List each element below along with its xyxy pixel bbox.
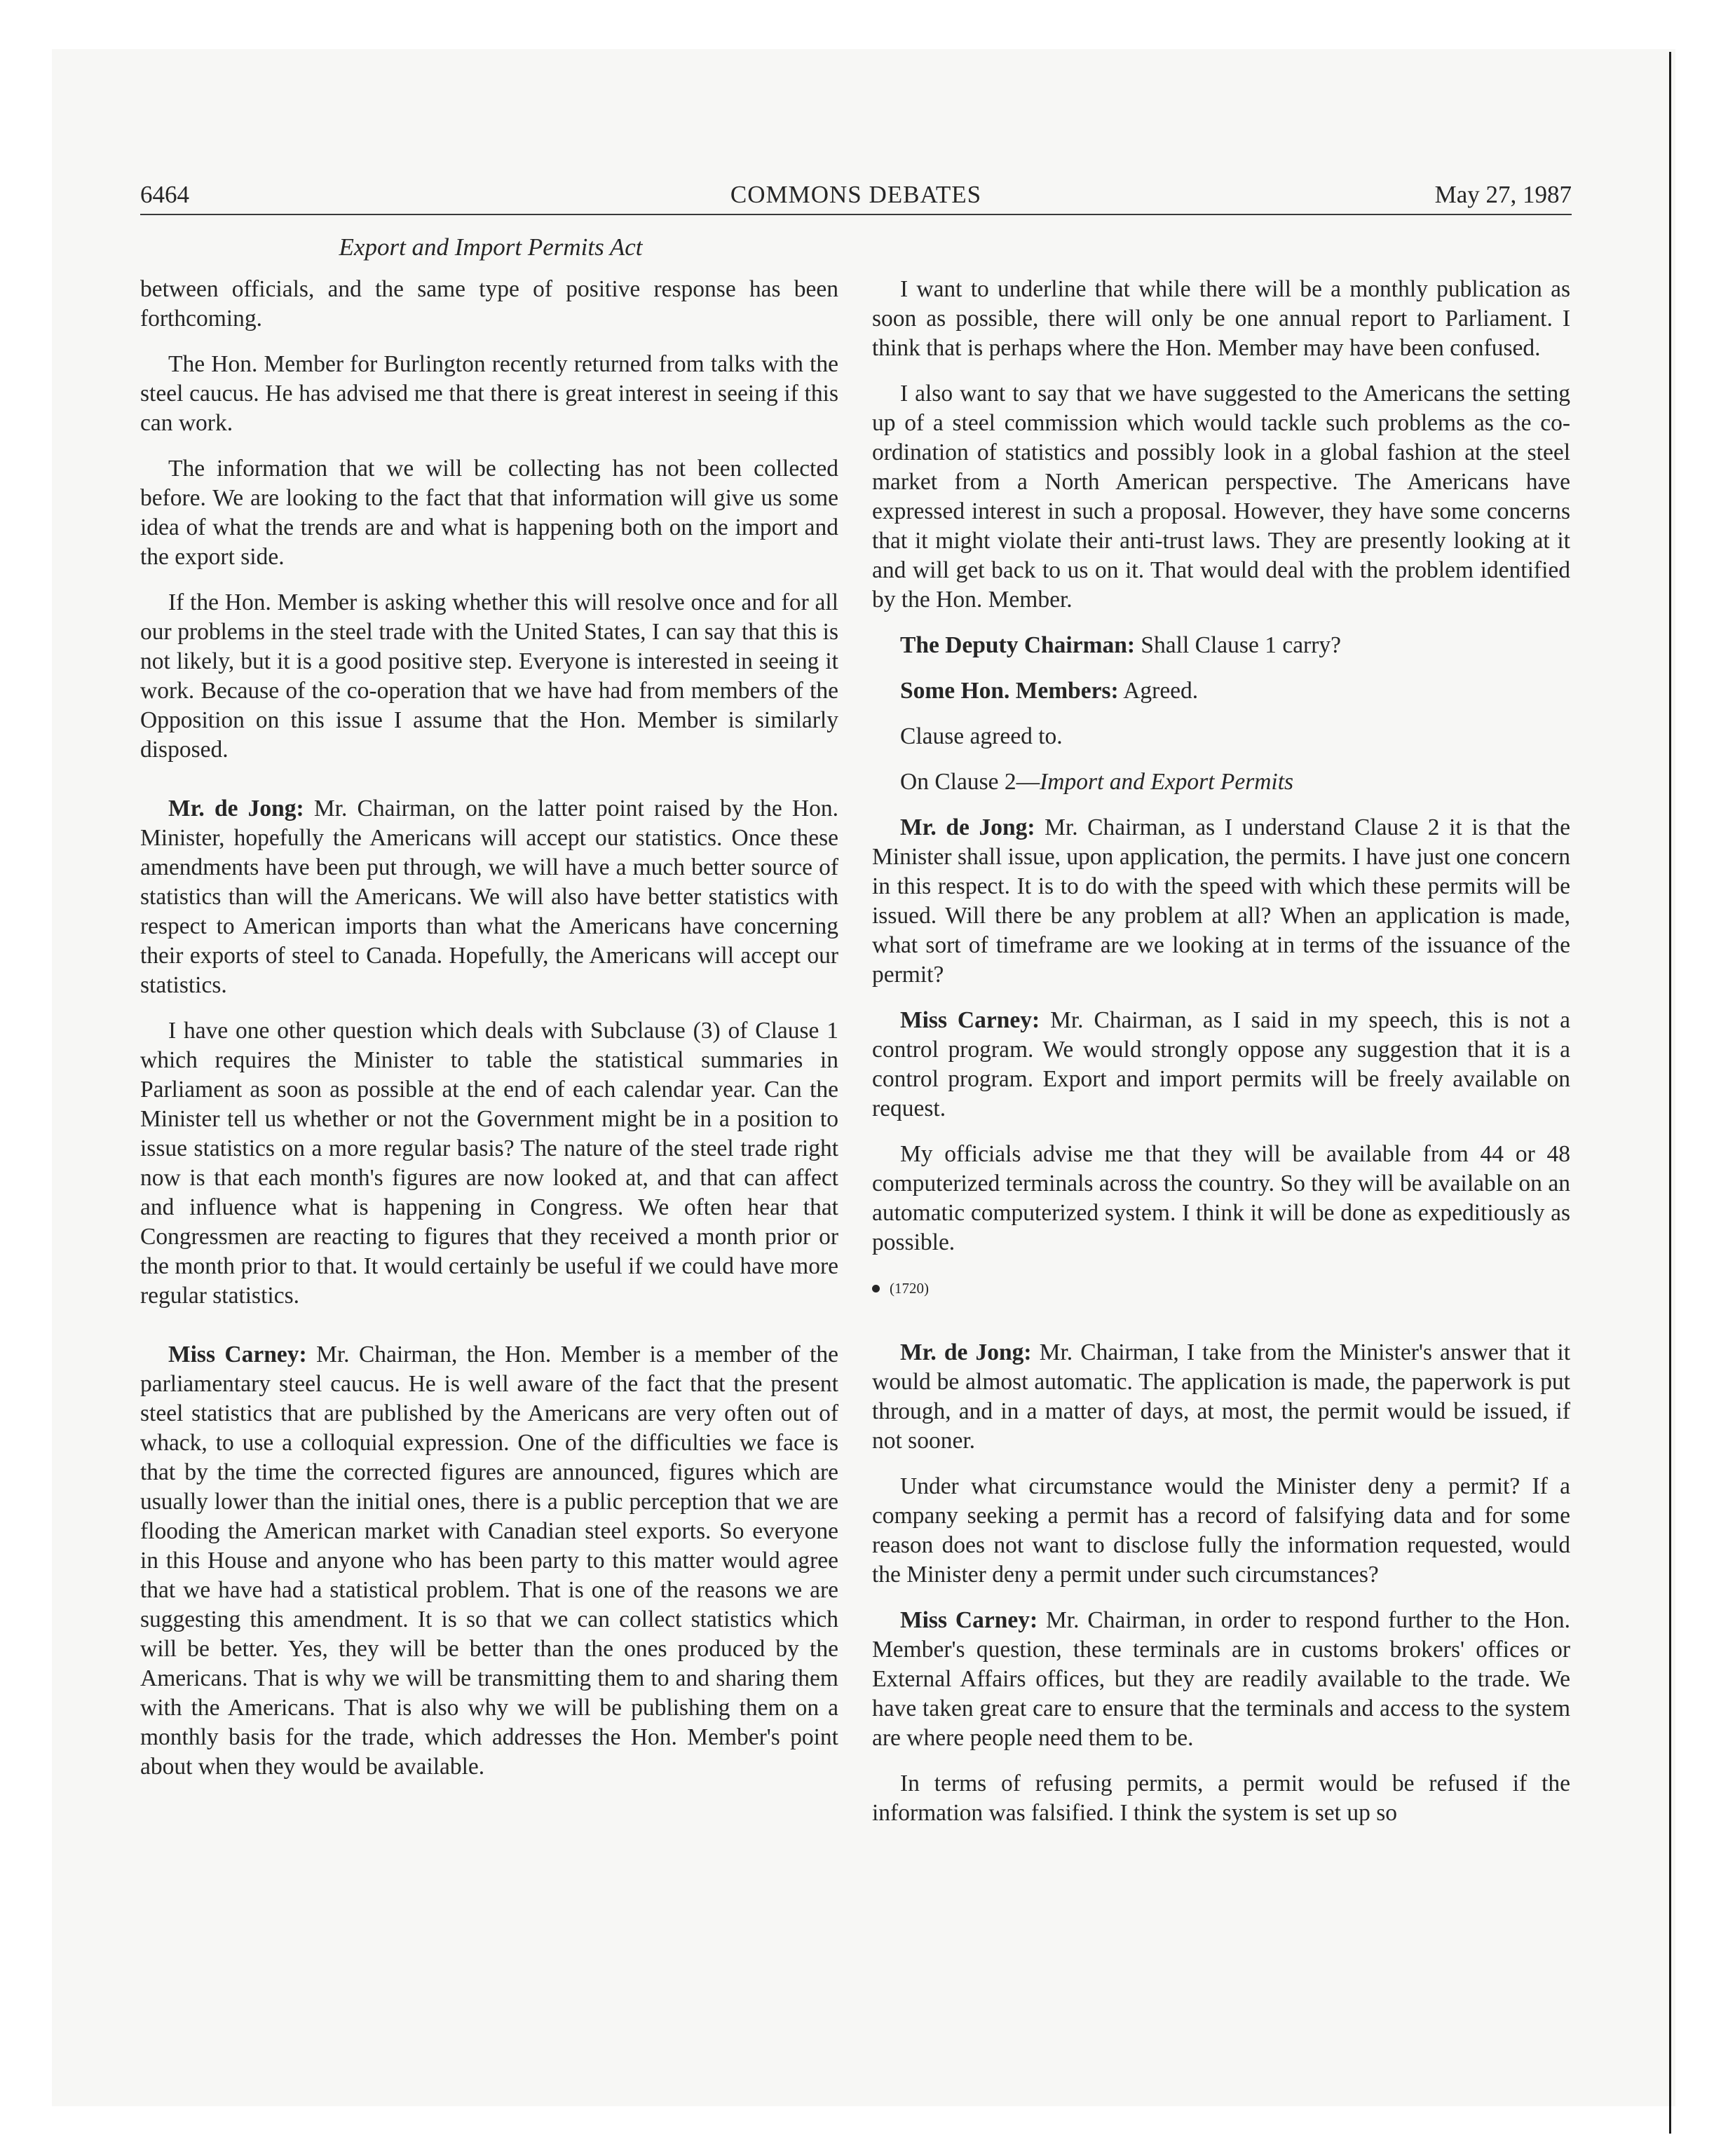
speech-paragraph — [872, 676, 1570, 706]
speech-paragraph — [140, 794, 838, 1000]
paragraph: Clause agreed to. — [900, 723, 1063, 749]
clause-heading — [872, 767, 1570, 797]
left-column — [140, 275, 838, 1798]
scan-margin-right — [1675, 0, 1735, 2156]
right-column — [872, 275, 1570, 1844]
time-marker-text: (1720) — [890, 1280, 929, 1297]
paragraph: Under what circumstance would the Minister deny a permit? If a company seeking a permit has a record of falsifying data and for some reason does not want to disclose fully the information requested, would the Minister deny a permit under such circumstances? — [872, 1473, 1570, 1588]
speaker-name: The Deputy Chairman: — [900, 632, 1136, 658]
scan-margin-left — [0, 0, 52, 2156]
clause-prefix: On Clause 2— — [900, 769, 1040, 795]
speaker-name: Miss Carney: — [168, 1342, 307, 1367]
paragraph: The Hon. Member for Burlington recently returned from talks with the steel caucus. He has advised me that there is great interest in seeing if this can work. — [140, 351, 838, 436]
bullet-icon — [872, 1285, 880, 1292]
speech-text: Shall Clause 1 carry? — [1141, 632, 1341, 658]
speaker-name: Mr. de Jong: — [900, 814, 1035, 840]
paragraph: I want to underline that while there will be a monthly publication as soon as possible, there will only be one annual report to Parliament. I think that is perhaps where the Hon. Member may have been confused. — [872, 276, 1570, 361]
scan-edge-line — [1669, 52, 1671, 2134]
time-marker — [872, 1274, 1570, 1303]
speech-text: Mr. Chairman, in order to respond further to the Hon. Member's question, these terminals are in customs brokers' offices or External Affairs offices, but they are readily available to the trade. We have taken great care to ensure that the terminals and access to the system are where people need them to be. — [872, 1607, 1571, 1751]
speech-text: Mr. Chairman, as I understand Clause 2 it is that the Minister shall issue, upon application, the permits. I have just one concern in this respect. It is to do with the speed with which these permits will be issued. Will there be any problem at all? When an application is made, what sort of timeframe are we looking at in terms of the issuance of the permit? — [872, 814, 1571, 988]
speaker-name: Mr. de Jong: — [900, 1339, 1032, 1365]
speaker-name: Miss Carney: — [900, 1007, 1040, 1033]
scan-margin-bottom — [0, 2106, 1735, 2156]
paragraph: If the Hon. Member is asking whether this will resolve once and for all our problems in the steel trade with the United States, I can say that this is not likely, but it is a good positive step. Everyone is interested in seeing it work. Because of the co-operation that we have had from members of the Opposition on this issue I assume that the Hon. Member is similarly disposed. — [140, 589, 838, 763]
speech-paragraph — [872, 1006, 1570, 1124]
speaker-name: Mr. de Jong: — [168, 796, 304, 821]
speech-paragraph — [872, 631, 1570, 660]
speech-text: Mr. Chairman, on the latter point raised by the Hon. Minister, hopefully the Americans will accept our statistics. Once these amendments have been put through, we will have a much better source of statistics than will the Americans. We will also have better statistics with respect to American imports than what the Americans have concerning their exports of steel to Canada. Hopefully, the Americans will accept our statistics. — [140, 796, 839, 998]
speaker-name: Miss Carney: — [900, 1607, 1038, 1633]
section-subheading: Export and Import Permits Act — [339, 233, 643, 261]
paragraph: between officials, and the same type of positive response has been forthcoming. — [140, 276, 838, 332]
speech-text: Agreed. — [1123, 678, 1199, 704]
speech-paragraph — [872, 1606, 1570, 1753]
paragraph: The information that we will be collecting has not been collected before. We are looking to the fact that that information will give us some idea of what the trends are and what is happening both on the import and the export side. — [140, 456, 838, 570]
speech-text: Mr. Chairman, I take from the Minister's answer that it would be almost automatic. The application is made, the paperwork is put through, and in a matter of days, at most, the permit would be issued, if not sooner. — [872, 1339, 1570, 1454]
speaker-name: Some Hon. Members: — [900, 678, 1119, 704]
scan-margin-top — [0, 0, 1735, 49]
paragraph: I have one other question which deals with Subclause (3) of Clause 1 which requires the Minister to table the statistical summaries in Parliament as soon as possible at the end of each calendar year. Can the Minister tell us whether or not the Government might be in a position to issue statistics on a more regular basis? The nature of the steel trade right now is that each month's figures are now looked at, and that can affect and influence what is happening in Congress. We often hear that Congressmen are reacting to figures that they received a month prior or the month prior to that. It would certainly be useful if we could have more regular statistics. — [140, 1018, 838, 1309]
paragraph: I also want to say that we have suggested to the Americans the setting up of a steel commission which would tackle such problems as the co-ordination of statistics and possibly look in a global fashion at the steel market from a North American perspective. The Americans have expressed interest in such a proposal. However, they have some concerns that it might violate their anti-trust laws. They are presently looking at it and will get back to us on it. That would deal with the problem identified by the Hon. Member. — [872, 381, 1570, 613]
publication-title: COMMONS DEBATES — [730, 181, 982, 208]
speech-paragraph — [872, 813, 1570, 990]
page-number: 6464 — [140, 181, 189, 208]
header-divider — [140, 214, 1572, 215]
page-header — [140, 181, 1572, 212]
speech-text: Mr. Chairman, the Hon. Member is a member of the parliamentary steel caucus. He is well aware of the fact that the present steel statistics that are published by the Americans are very often out of whack, to use a colloquial expression. One of the difficulties we face is that by the time the corrected figures are announced, figures which are usually lower than the initial ones, there is a public perception that we are flooding the American market with Canadian steel exports. So everyone in this House and anyone who has been party to this matter would agree that we have had a statistical problem. That is one of the reasons we are suggesting this amendment. It is so that we can collect statistics which will be better. Yes, they will be better than the ones produced by the Americans. That is why we will be transmitting them to and sharing them with the Americans. That is also why we will be publishing them on a monthly basis for the trade, which addresses the Hon. Member's point about when they would be available. — [140, 1342, 839, 1780]
speech-paragraph — [140, 1340, 838, 1782]
speech-text: Mr. Chairman, as I said in my speech, this is not a control program. We would strongly oppose any suggestion that it is a control program. Export and import permits will be freely available on request. — [872, 1007, 1571, 1121]
page-date: May 27, 1987 — [1434, 181, 1572, 208]
speech-paragraph — [872, 1338, 1570, 1456]
clause-title: Import and Export Permits — [1040, 769, 1294, 795]
paragraph: In terms of refusing permits, a permit would be refused if the information was falsified. I think the system is set up so — [872, 1770, 1570, 1826]
paragraph: My officials advise me that they will be available from 44 or 48 computerized terminals across the country. So they will be available on an automatic computerized system. I think it will be done as expeditiously as possible. — [872, 1141, 1570, 1255]
